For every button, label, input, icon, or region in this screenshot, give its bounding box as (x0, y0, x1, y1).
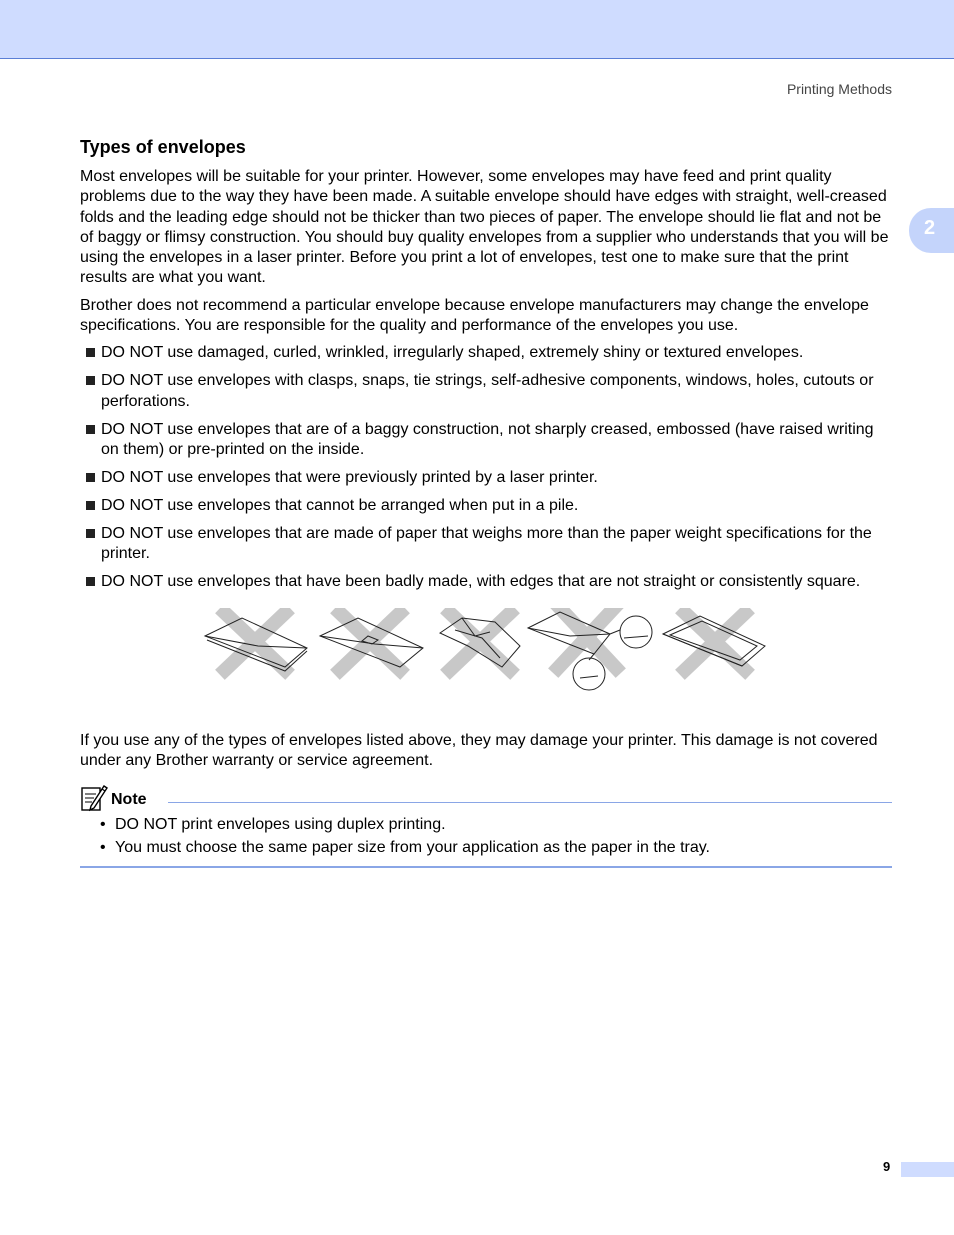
note-pencil-icon (80, 782, 108, 812)
square-bullet-icon (86, 348, 95, 357)
square-bullet-icon (86, 376, 95, 385)
square-bullet-icon (86, 473, 95, 482)
note-divider (168, 802, 892, 803)
list-item: • DO NOT print envelopes using duplex printing. (100, 815, 892, 835)
page-number: 9 (883, 1159, 891, 1174)
footer-band (901, 1162, 954, 1177)
header-band (0, 0, 954, 59)
intro-paragraph: Most envelopes will be suitable for your printer. However, some envelopes may have feed and print quality problems due to the way they have been made. A suitable envelope should have edges with straight, well-creased folds and the leading edge should not be thicker than two pieces of paper. The envelope should lie flat and not be of baggy or flimsy construction. You should buy quality envelopes from a supplier who understands that you will be using the envelopes in a laser printer. Before you print a lot of envelopes, test one to make sure that the print results are what you want. (80, 168, 889, 287)
square-bullet-icon (86, 529, 95, 538)
list-item: DO NOT use damaged, curled, wrinkled, irregularly shaped, extremely shiny or textured envelopes. (80, 343, 892, 363)
damage-warning-paragraph: If you use any of the types of envelopes listed above, they may damage your printer. This damage is not covered under any Brother warranty or service agreement. (80, 732, 878, 770)
square-bullet-icon (86, 501, 95, 510)
chapter-number: 2 (924, 217, 936, 239)
note-label: Note (111, 790, 147, 808)
envelope-illustrations (200, 608, 780, 704)
list-item: DO NOT use envelopes that have been badly made, with edges that are not straight or consistently square. (80, 572, 892, 592)
warning-list (80, 343, 892, 592)
list-item: DO NOT use envelopes that are of a baggy construction, not sharply creased, embossed (have raised writing on them) or pre-printed on the inside. (80, 420, 892, 461)
list-item: DO NOT use envelopes that cannot be arranged when put in a pile. (80, 496, 892, 516)
list-item: • You must choose the same paper size from your application as the paper in the tray. (100, 838, 892, 858)
section-heading: Types of envelopes (80, 137, 246, 157)
square-bullet-icon (86, 577, 95, 586)
section-title: Printing Methods (786, 81, 892, 97)
note-box (80, 785, 892, 868)
square-bullet-icon (86, 425, 95, 434)
chapter-tab (909, 208, 954, 253)
note-list (80, 815, 892, 858)
note-header (80, 785, 892, 815)
list-item: DO NOT use envelopes that were previously printed by a laser printer. (80, 468, 892, 488)
cross-marks (225, 608, 745, 670)
list-item: DO NOT use envelopes that are made of paper that weighs more than the paper weight specifications for the printer. (80, 524, 892, 565)
bad-envelopes-figure (80, 600, 892, 730)
list-item: DO NOT use envelopes with clasps, snaps, tie strings, self-adhesive components, windows, holes, cutouts or perforations. (80, 371, 892, 412)
recommendation-paragraph: Brother does not recommend a particular envelope because envelope manufacturers may change the envelope specifications. You are responsible for the quality and performance of the envelopes you use. (80, 296, 869, 335)
page-content (80, 136, 892, 868)
note-bottom-rule (80, 866, 892, 868)
